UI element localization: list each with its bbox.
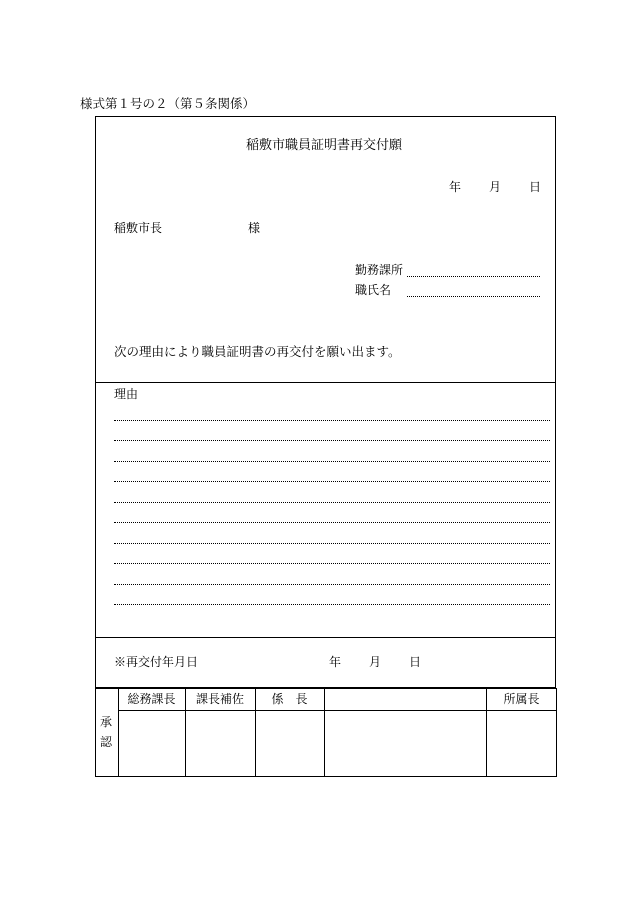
approval-header-cell: 総務課長 [127, 692, 176, 706]
applicant-name-label: 職氏名 [355, 283, 392, 297]
approval-header-cell: 所属長 [503, 692, 540, 706]
department-field[interactable] [407, 276, 540, 277]
addressee-name: 稲敷市長 [114, 221, 163, 235]
department-label: 勤務課所 [355, 263, 404, 277]
section-divider-top [95, 382, 556, 383]
approval-side-char: 認 [100, 735, 113, 750]
approval-header-cell: 係 長 [271, 692, 308, 706]
reason-line[interactable] [114, 563, 550, 564]
approval-stamp-cell[interactable] [119, 711, 185, 776]
approval-stamp-cell[interactable] [487, 711, 556, 776]
reason-line[interactable] [114, 461, 550, 462]
reason-line[interactable] [114, 440, 550, 441]
addressee-honorific: 様 [248, 221, 261, 235]
applicant-name-field[interactable] [407, 296, 540, 297]
date-month-label: 月 [489, 180, 502, 194]
approval-stamp-cell[interactable] [325, 711, 486, 776]
reissue-date-label: ※再交付年月日 [114, 655, 199, 669]
reason-line[interactable] [114, 522, 550, 523]
reissue-day-label: 日 [409, 655, 422, 669]
approval-stamp-cell[interactable] [186, 711, 255, 776]
reason-line[interactable] [114, 481, 550, 482]
approval-side-char: 承 [100, 715, 113, 729]
form-number-label: 様式第１号の２（第５条関係） [80, 96, 256, 111]
approval-side-label [100, 712, 112, 753]
reason-line[interactable] [114, 584, 550, 585]
section-divider-bottom [95, 637, 556, 638]
reissue-month-label: 月 [369, 655, 382, 669]
date-year-label: 年 [449, 180, 462, 194]
reason-line[interactable] [114, 420, 550, 421]
approval-stamp-cell[interactable] [256, 711, 324, 776]
reason-line[interactable] [114, 604, 550, 605]
reason-label: 理由 [114, 387, 139, 401]
approval-header-cell: 課長補佐 [195, 692, 244, 706]
form-body-box [95, 116, 556, 688]
date-day-label: 日 [529, 180, 542, 194]
reason-line[interactable] [114, 543, 550, 544]
reissue-year-label: 年 [329, 655, 342, 669]
request-sentence: 次の理由により職員証明書の再交付を願い出ます。 [114, 344, 401, 359]
document-title: 稲敷市職員証明書再交付願 [246, 138, 403, 153]
reason-line[interactable] [114, 502, 550, 503]
